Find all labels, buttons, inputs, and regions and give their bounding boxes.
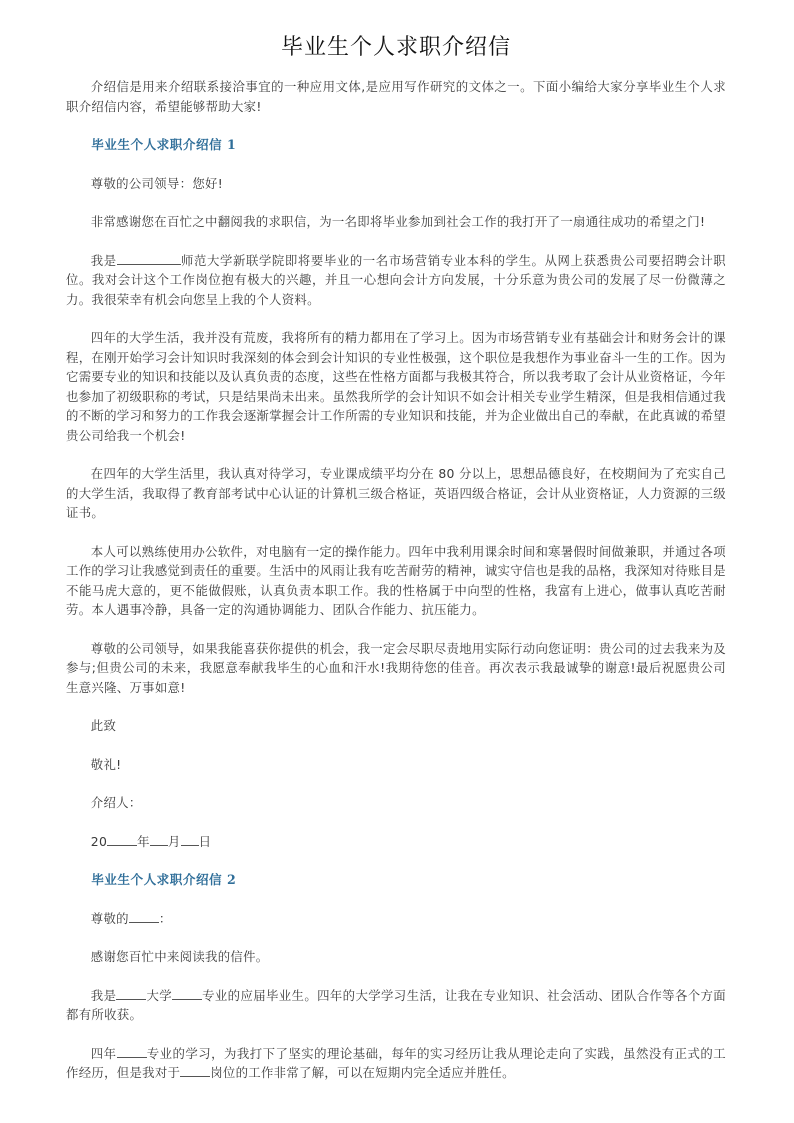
text-fragment: 年 <box>137 833 150 849</box>
text-fragment: 日 <box>198 833 212 849</box>
salutation <box>66 909 726 929</box>
section-heading-2: 毕业生个人求职介绍信 2 <box>91 872 237 887</box>
text-fragment: 我是 <box>90 987 117 1003</box>
fill-in-blank <box>117 1045 147 1058</box>
closing-line: 此致 <box>90 718 117 733</box>
text-fragment: 20 <box>90 833 108 849</box>
text-fragment: ： <box>158 910 172 926</box>
salutation: 尊敬的公司领导：您好! <box>90 175 223 191</box>
body-paragraph: 尊敬的公司领导，如果我能喜获你提供的机会，我一定会尽职尽责地用实际行动向您证明：贵公司的过去我来为及参与;但贵公司的未来，我愿意奉献我毕生的心血和汗水!我期待您的佳音。再次表示我最诚挚的谢意!最后祝愿贵公司生意兴隆、万事如意! <box>66 640 726 695</box>
text-fragment: 专业的学习，为我打下了坚实的理论基础，每年的实习经历让我从理论走向了实践，虽然没有正式的工作经历，但是我对于 <box>66 1045 727 1080</box>
fill-in-blank <box>180 1064 210 1077</box>
body-paragraph: 感谢您百忙中来阅读我的信件。 <box>90 949 269 964</box>
body-paragraph <box>66 986 726 1025</box>
body-paragraph: 非常感谢您在百忙之中翻阅我的求职信，为一名即将毕业参加到社会工作的我打开了一扇通往成功的希望之门! <box>90 214 706 229</box>
page-title: 毕业生个人求职介绍信 <box>280 35 511 60</box>
intro-paragraph: 介绍信是用来介绍联系接洽事宜的一种应用文体,是应用写作研究的文体之一。下面小编给大家分享毕业生个人求职介绍信内容，希望能够帮助大家! <box>66 79 726 114</box>
text-fragment: 月 <box>167 833 181 849</box>
introducer-line: 介绍人： <box>90 795 142 810</box>
text-fragment: 大学 <box>146 987 173 1003</box>
text-fragment: 四年 <box>90 1045 117 1061</box>
fill-in-blank <box>116 987 146 1000</box>
text-fragment: 师范大学新联学院即将要毕业的一名市场营销专业本科的学生。从网上获悉贵公司要招聘会计职位。我对会计这个工作岗位抱有极大的兴趣，并且一心想向会计方向发展，十分乐意为贵公司的发展了尽一份微薄之力。我很荣幸有机会向您呈上我的个人资料。 <box>66 252 726 307</box>
body-paragraph <box>66 251 726 310</box>
fill-in-blank <box>129 910 159 923</box>
body-paragraph: 本人可以熟练使用办公软件，对电脑有一定的操作能力。四年中我利用课余时间和寒暑假时间做兼职，并通过各项工作的学习让我感觉到责任的重要。生活中的风雨让我有吃苦耐劳的精神，诚实守信也是我的品格，我深知对待账目是不能马虎大意的，更不能做假账，认真负责本职工作。我的性格属于中向型的性格，我富有上进心，做事认真吃苦耐劳。本人遇事冷静，具备一定的沟通协调能力、团队合作能力、抗压能力。 <box>66 543 726 617</box>
fill-in-blank <box>181 833 199 846</box>
body-paragraph: 四年的大学生活，我并没有荒废，我将所有的精力都用在了学习上。因为市场营销专业有基础会计和财务会计的课程，在刚开始学习会计知识时我深刻的体会到会计知识的专业性极强，这个职位是我想作为事业奋斗一生的工作。因为它需要专业的知识和技能以及认真负责的态度，这些在性格方面都与我极其符合，所以我考取了会计从业资格证，今年也参加了初级职称的考试，只是结果尚未出来。虽然我所学的会计知识不如会计相关专业学生精深，但是我相信通过我的不断的学习和努力的工作我会逐渐掌握会计工作所需的专业知识和技能，并为企业做出自己的奉献，在此真诚的希望贵公司给我一个机会! <box>66 330 726 443</box>
fill-in-blank <box>150 833 168 846</box>
text-fragment: 尊敬的 <box>90 910 129 926</box>
text-fragment: 我是 <box>90 252 117 268</box>
fill-in-blank <box>172 987 202 1000</box>
body-paragraph: 在四年的大学生活里，我认真对待学习，专业课成绩平均分在 80 分以上，思想品德良好，在校期间为了充实自己的大学生活，我取得了教育部考试中心认证的计算机三级合格证，英语四级合格证，会计从业资格证，人力资源的三级证书。 <box>66 466 726 520</box>
body-paragraph <box>66 1044 726 1083</box>
text-fragment: 专业的应届毕业生。四年的大学学习生活，让我在专业知识、社会活动、团队合作等各个方面都有所收获。 <box>66 987 726 1022</box>
fill-in-blank <box>107 833 137 846</box>
fill-in-blank <box>117 252 181 265</box>
section-heading-1: 毕业生个人求职介绍信 1 <box>91 137 237 152</box>
document-page <box>66 0 726 1083</box>
date-line <box>66 832 726 852</box>
text-fragment: 岗位的工作非常了解，可以在短期内完全适应并胜任。 <box>210 1065 515 1080</box>
closing-line: 敬礼! <box>90 756 122 772</box>
